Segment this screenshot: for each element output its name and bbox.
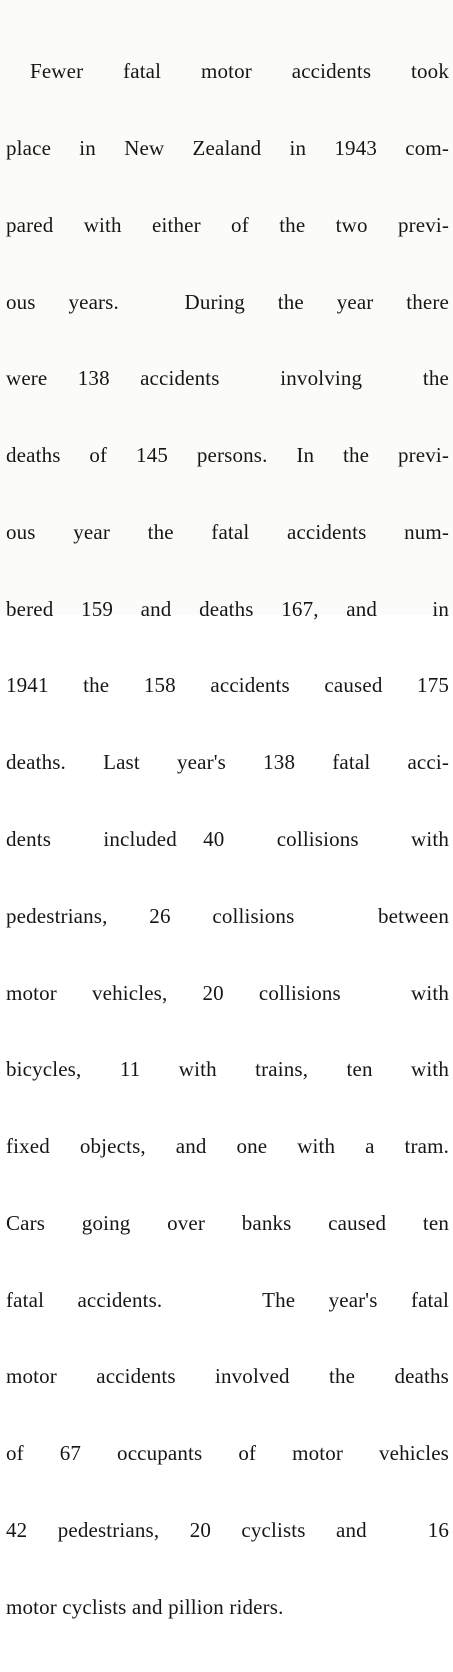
article-line-12: pedestrians, 26 collisions between	[6, 903, 449, 928]
article-line-20: 42 pedestrians, 20 cyclists and 16	[6, 1518, 449, 1543]
article-line-3: pared with either of the two previ-	[6, 212, 449, 237]
article-line-14: bicycles, 11 with trains, ten with	[6, 1057, 449, 1082]
article-line-18: motor accidents involved the deaths	[6, 1364, 449, 1389]
article-line-16: Cars going over banks caused ten	[6, 1210, 449, 1235]
article-line-2: place in New Zealand in 1943 com-	[6, 135, 449, 160]
article-line-11: dents included 40 collisions with	[6, 827, 449, 851]
article-line-5: were 138 accidents involving the	[6, 366, 449, 391]
article-line-19: of 67 occupants of motor vehicles	[6, 1441, 449, 1466]
article-line-6: deaths of 145 persons. In the previ-	[6, 443, 449, 468]
article-line-1: Fewer fatal motor accidents took	[30, 59, 449, 84]
article-line-21: motor cyclists and pillion riders.	[6, 1594, 284, 1619]
article-line-9: 1941 the 158 accidents caused 175	[6, 673, 449, 698]
article-line-8: bered 159 and deaths 167, and in	[6, 596, 449, 621]
article-line-17: fatal accidents. The year's fatal	[6, 1287, 449, 1312]
article-line-10: deaths. Last year's 138 fatal acci-	[6, 750, 449, 775]
article-line-4: ous years. During the year there	[6, 289, 449, 314]
article-line-15: fixed objects, and one with a tram.	[6, 1134, 449, 1159]
article-line-7: ous year the fatal accidents num-	[6, 519, 449, 544]
article-line-13: motor vehicles, 20 collisions with	[6, 980, 449, 1005]
article-body	[6, 8, 449, 1672]
